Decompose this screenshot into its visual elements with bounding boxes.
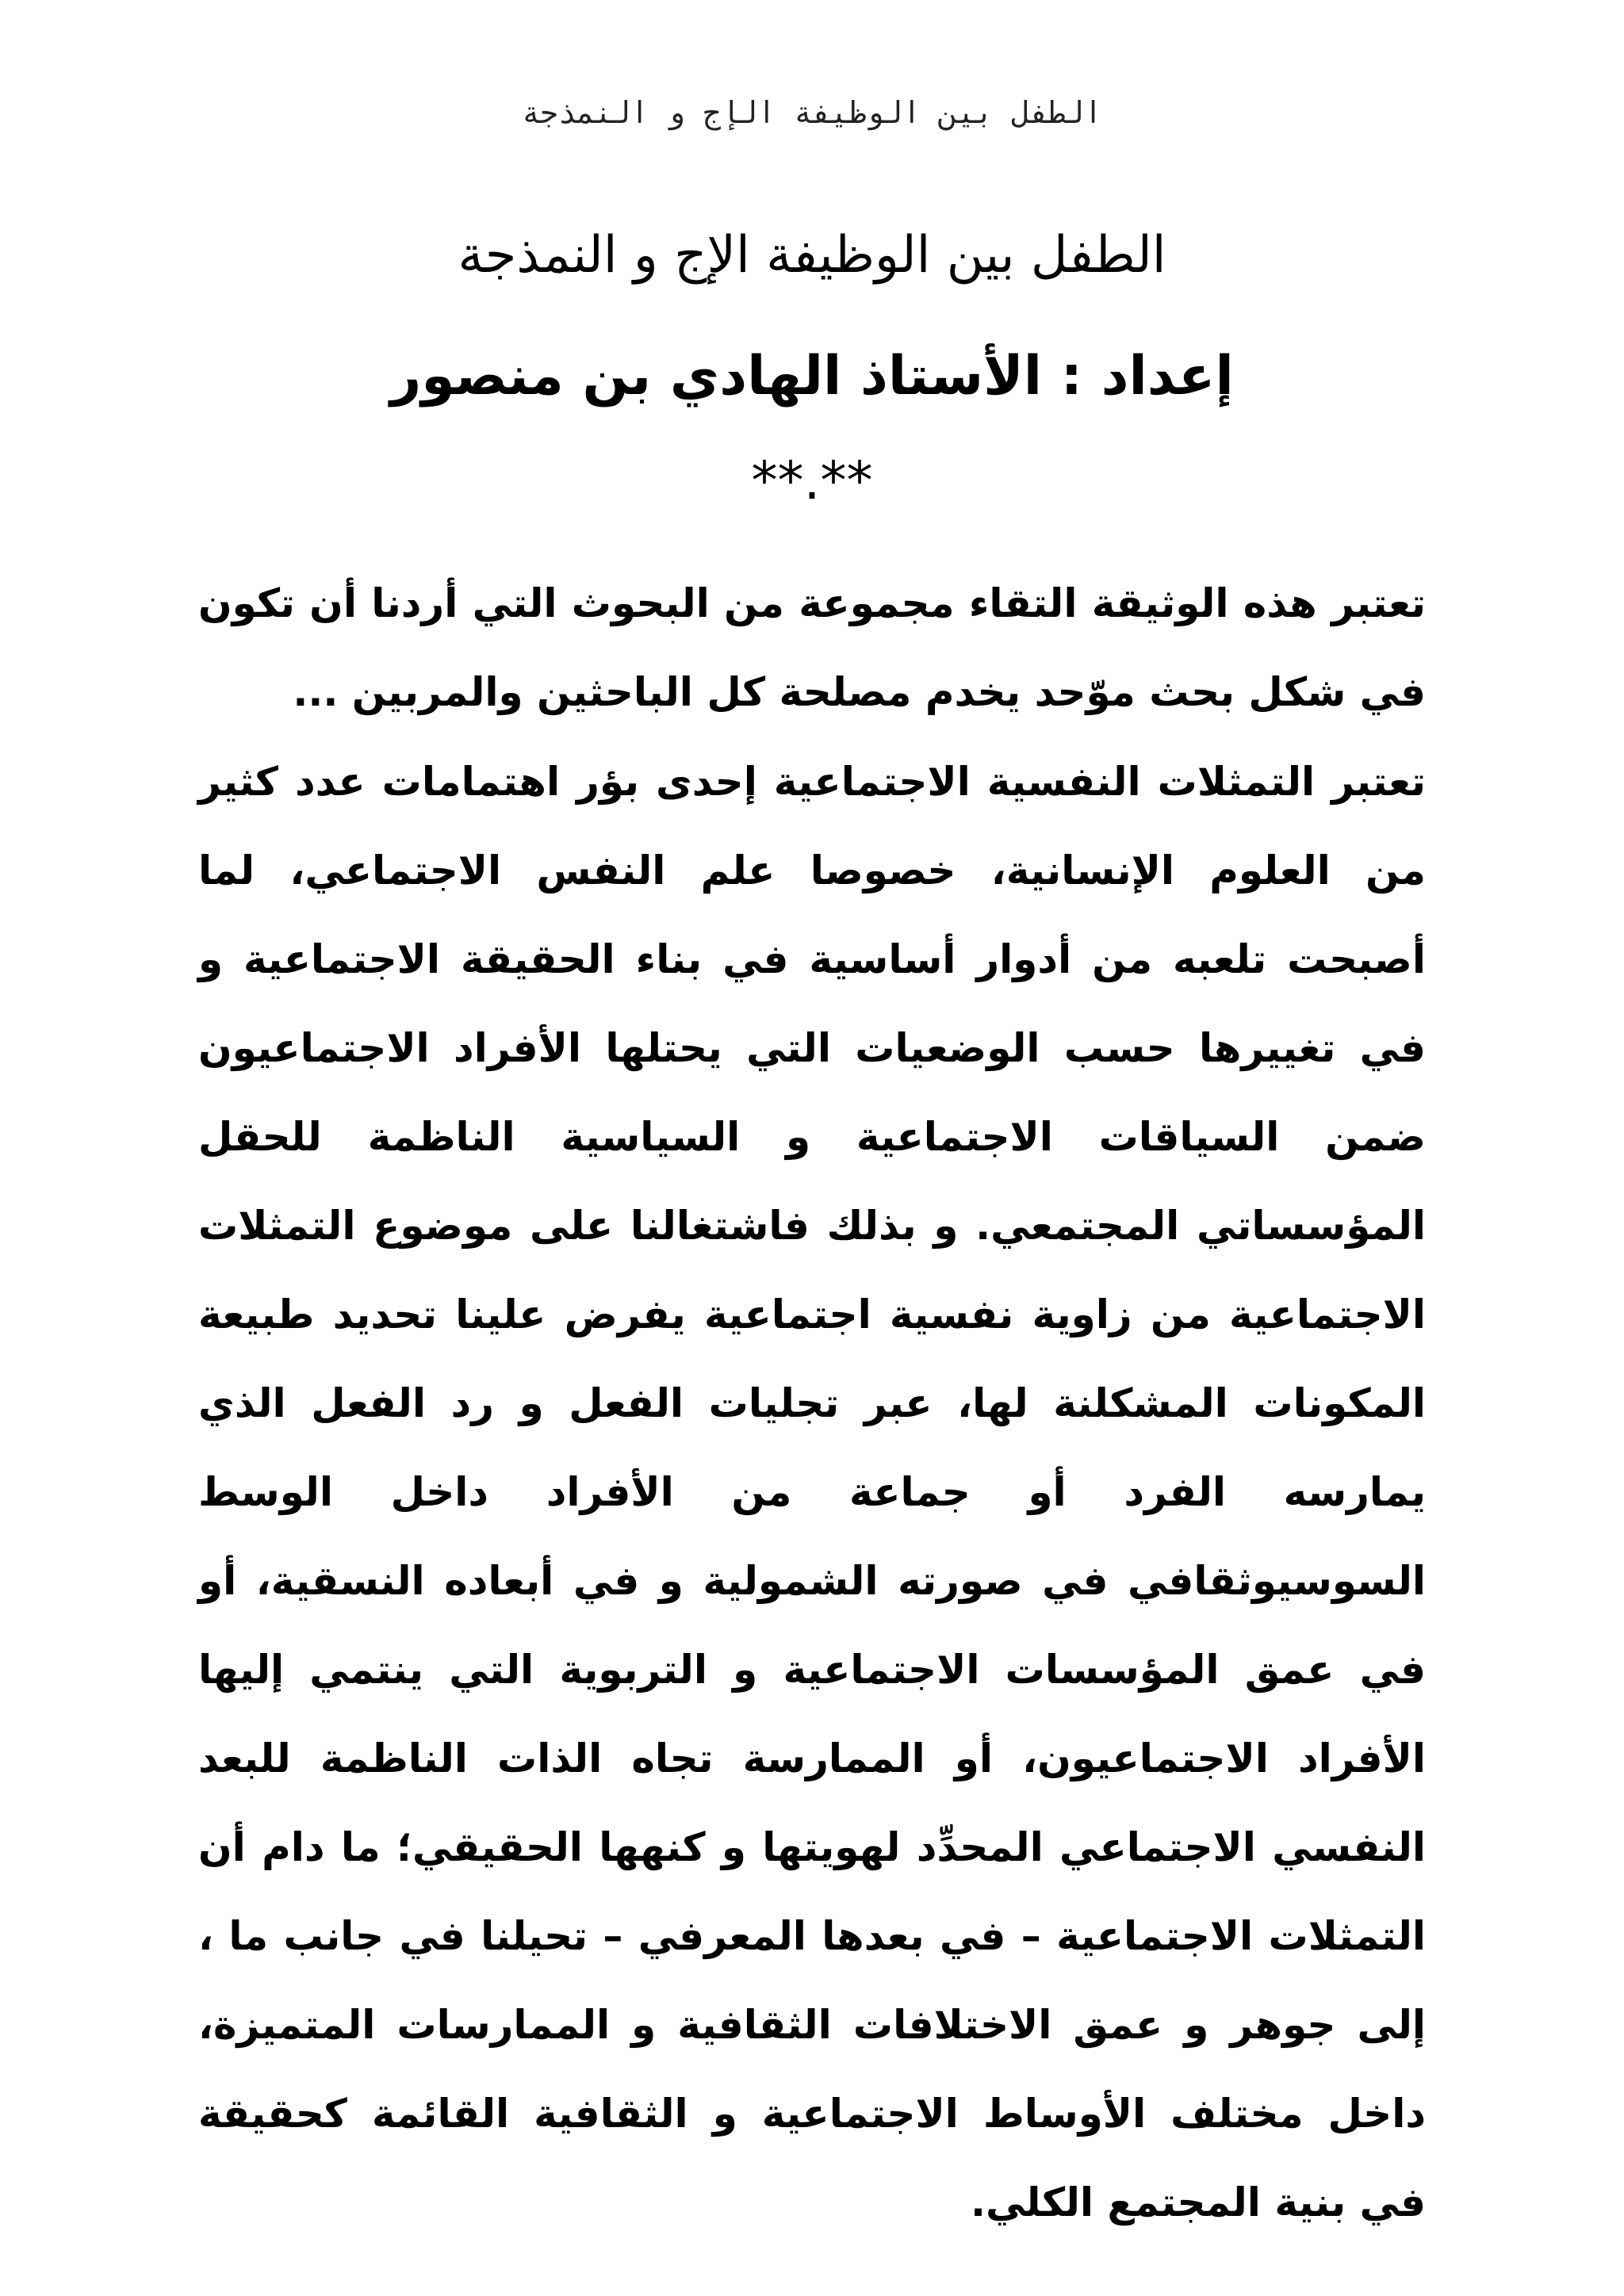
section-separator: **.** (751, 450, 873, 511)
author-line: إعداد : الأستاذ الهادي بن منصور (390, 345, 1234, 408)
main-paragraph: تعتبر التمثلات النفسية الاجتماعية إحدى بؤر اهتمامات عدد كثير من العلوم الإنسانية، خصوصا علم النفس الاجتماعي، لما أصبحت تلعبه من أدوار أساسية في بناء الحقيقة الاجتماعية و في تغييرها حسب الوضعيات التي يحتلها الأفراد الاجتماعيون ضمن السياقات الاجتماعية و السياسية الناظمة للحقل المؤسساتي المجتمعي. و بذلك فاشتغالنا على موضوع التمثلات الاجتماعية من زاوية نفسية اجتماعية يفرض علينا تحديد طبيعة المكونات المشكلنة لها، عبر تجليات الفعل و رد الفعل الذي يمارسه الفرد أو جماعة من الأفراد داخل الوسط السوسيوثقافي في صورته الشمولية و في أبعاده النسقية، أو في عمق المؤسسات الاجتماعية و التربوية التي ينتمي إليها الأفراد الاجتماعيون، أو الممارسة تجاه الذات الناظمة للبعد النفسي الاجتماعي المحدِّد لهويتها و كنهها الحقيقي؛ ما دام أن التمثلات الاجتماعية – في بعدها المعرفي – تحيلنا في جانب ما ، إلى جوهر و عمق الاختلافات الثقافية و الممارسات المتميزة، داخل مختلف الأوساط الاجتماعية و الثقافية القائمة كحقيقة في بنية المجتمع الكلي. (198, 759, 1426, 2225)
running-header: الطفل بين الوظيفة الإج و النمذجة (521, 95, 1103, 130)
intro-paragraph: تعتبر هذه الوثيقة التقاء مجموعة من البحوث التي أردنا أن تكون في شكل بحث موّحد يخدم مصلحة كل الباحثين والمربين ... (198, 580, 1426, 715)
document-title: الطفل بين الوظيفة الإج و النمذجة (458, 226, 1166, 285)
